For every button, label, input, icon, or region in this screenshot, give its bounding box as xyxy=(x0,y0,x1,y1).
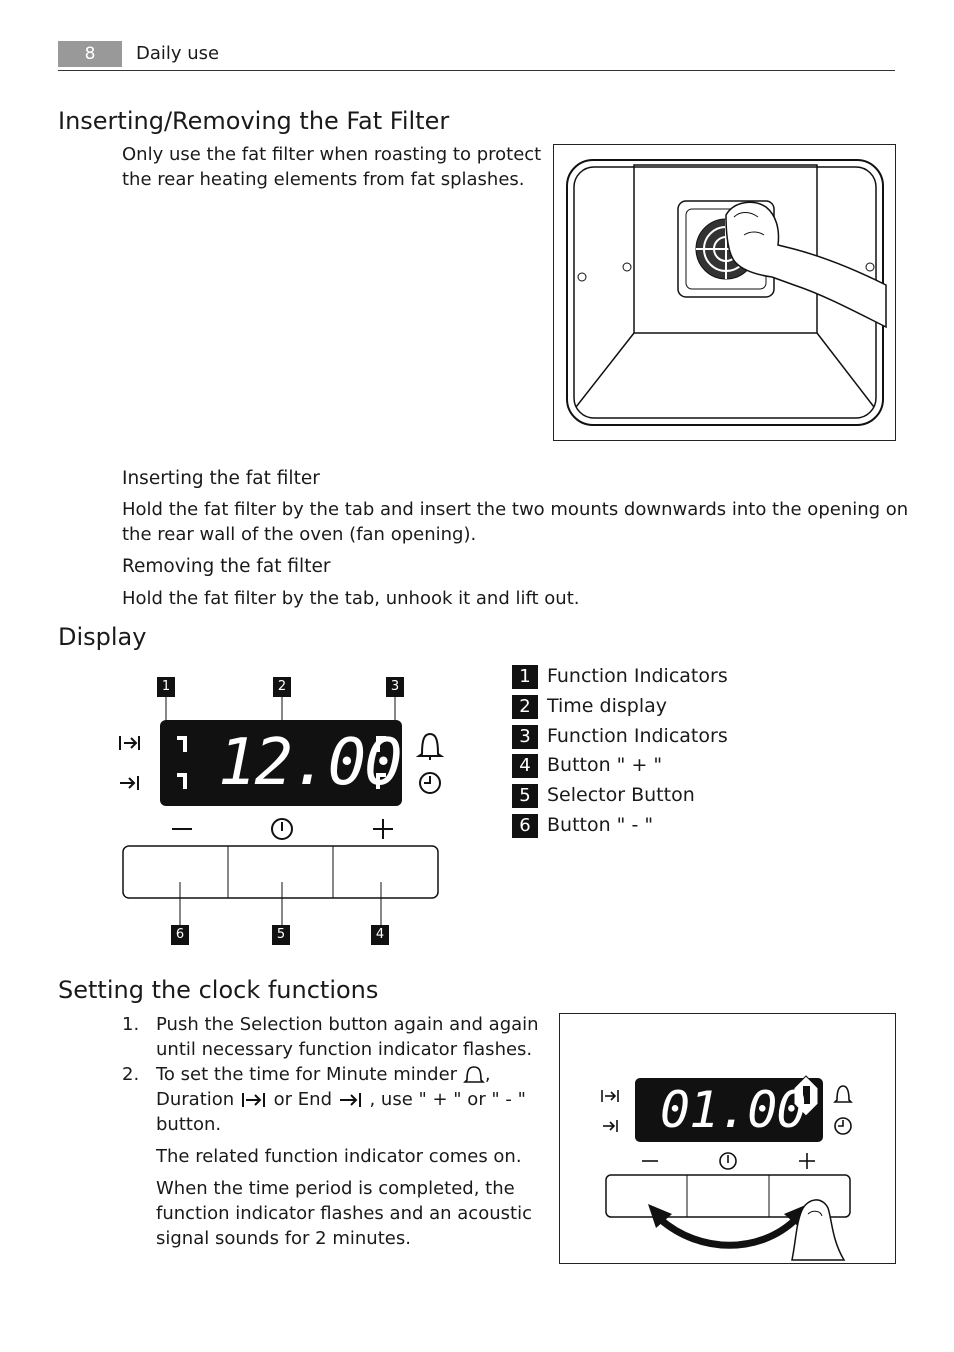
duration-icon xyxy=(602,1090,618,1102)
legend-item xyxy=(512,694,667,718)
control-panel-illustration xyxy=(110,670,460,960)
duration-icon xyxy=(120,736,139,750)
removing-text: Hold the fat filter by the tab, unhook it and lift out. xyxy=(122,588,580,609)
duration-icon xyxy=(240,1090,268,1110)
clock-figure xyxy=(559,1013,896,1264)
clock-para-2-line-2: function indicator flashes and an acoustic xyxy=(156,1203,532,1224)
clock-para-2-line-3: signal sounds for 2 minutes. xyxy=(156,1228,411,1249)
step-2-text-e: , use " + " or " - " xyxy=(369,1089,526,1110)
legend-number: 6 xyxy=(512,814,538,838)
removing-heading: Removing the fat filter xyxy=(122,556,331,577)
clock-para-1: The related function indicator comes on. xyxy=(156,1146,522,1167)
legend-item xyxy=(512,724,728,748)
inserting-text-1: Hold the fat filter by the tab and insert the two mounts downwards into the opening on xyxy=(122,499,909,520)
legend-label: Button " - " xyxy=(547,814,654,836)
bell-icon xyxy=(463,1064,485,1086)
step-2-number: 2. xyxy=(122,1064,140,1085)
legend-item xyxy=(512,783,695,807)
legend-label: Time display xyxy=(547,695,668,717)
clock-icon xyxy=(835,1118,851,1134)
inserting-text-2: the rear wall of the oven (fan opening). xyxy=(122,524,477,545)
legend-item xyxy=(512,813,653,837)
page-number: 8 xyxy=(58,41,122,67)
fat-filter-intro-2: the rear heating elements from fat splashes. xyxy=(122,169,525,190)
legend-number: 4 xyxy=(512,754,538,778)
clock-heading: Setting the clock functions xyxy=(58,976,379,1004)
step-2-line-3: button. xyxy=(156,1114,222,1135)
legend-item xyxy=(512,753,662,777)
time-display: 12.00 xyxy=(218,726,401,800)
section-title: Daily use xyxy=(136,43,220,64)
bell-icon xyxy=(419,734,441,760)
hand-icon xyxy=(726,202,886,327)
step-1-number: 1. xyxy=(122,1014,140,1035)
plus-icon xyxy=(799,1153,815,1169)
legend-number: 2 xyxy=(512,695,538,719)
legend-number: 5 xyxy=(512,784,538,808)
step-2-text-c: Duration xyxy=(156,1089,235,1110)
end-icon xyxy=(603,1120,617,1132)
figure-time-display: 01.00 xyxy=(660,1081,806,1139)
end-icon xyxy=(338,1090,364,1110)
legend-label: Function Indicators xyxy=(547,665,728,687)
oven-figure xyxy=(553,144,896,441)
fat-filter-intro-1: Only use the fat filter when roasting to protect xyxy=(122,144,542,165)
display-figure xyxy=(110,670,460,960)
step-1-line-2: until necessary function indicator flashes. xyxy=(156,1039,533,1060)
legend-number: 3 xyxy=(512,725,538,749)
callout-6: 6 xyxy=(171,925,189,945)
legend-label: Button " + " xyxy=(547,754,663,776)
legend-label: Function Indicators xyxy=(547,725,728,747)
callout-3: 3 xyxy=(386,677,404,697)
inserting-heading: Inserting the fat filter xyxy=(122,468,320,489)
callout-1: 1 xyxy=(157,677,175,697)
step-2-line-1 xyxy=(156,1062,491,1087)
oven-interior-illustration xyxy=(554,145,895,440)
legend-label: Selector Button xyxy=(547,784,695,806)
callout-2: 2 xyxy=(273,677,291,697)
header-rule xyxy=(58,70,895,71)
selector-icon xyxy=(720,1153,736,1169)
legend-item xyxy=(512,664,728,688)
clock-icon xyxy=(420,773,440,793)
display-heading: Display xyxy=(58,623,147,651)
clock-para-2-line-1: When the time period is completed, the xyxy=(156,1178,515,1199)
selector-icon xyxy=(272,819,292,839)
step-2-text-b: , xyxy=(484,1064,491,1085)
legend-number: 1 xyxy=(512,665,538,689)
step-1-line-1: Push the Selection button again and again xyxy=(156,1014,539,1035)
step-2-line-2 xyxy=(156,1087,526,1112)
callout-4: 4 xyxy=(371,925,389,945)
curved-arrow-icon xyxy=(660,1219,796,1245)
step-2-text-a: To set the time for Minute minder xyxy=(156,1064,458,1085)
plus-icon xyxy=(373,819,393,839)
callout-5: 5 xyxy=(272,925,290,945)
bell-icon xyxy=(835,1086,851,1102)
step-2-text-d: or End xyxy=(273,1089,332,1110)
end-icon xyxy=(120,776,138,790)
fat-filter-heading: Inserting/Removing the Fat Filter xyxy=(58,107,450,135)
